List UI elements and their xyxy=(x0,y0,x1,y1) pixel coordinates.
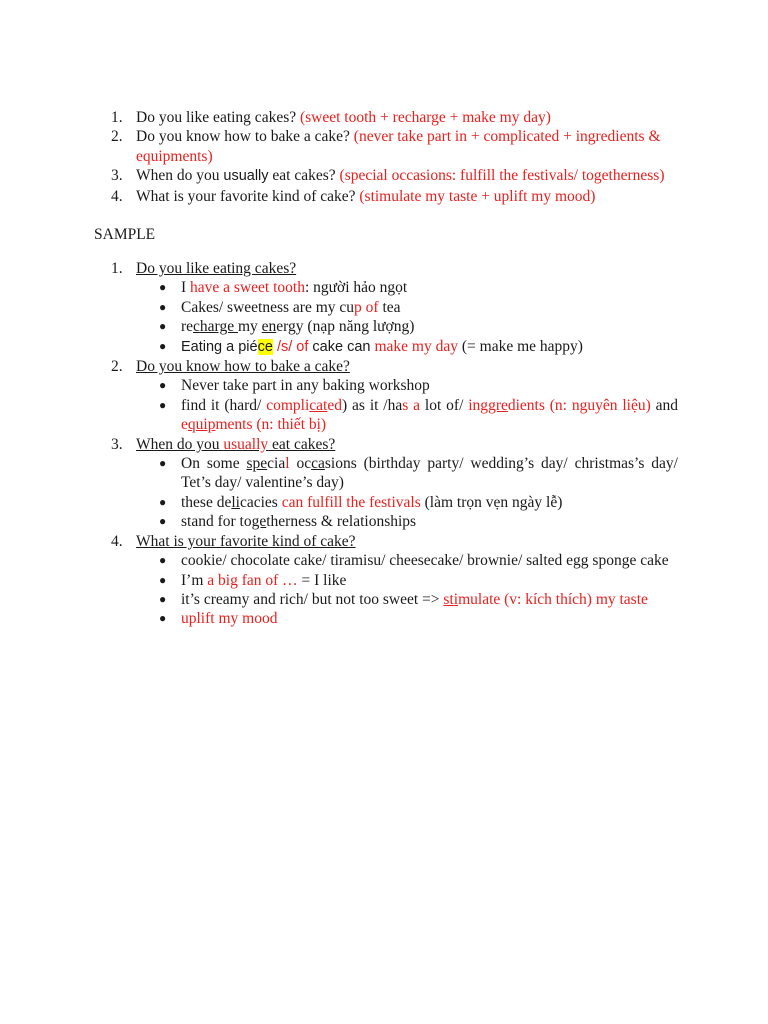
bullet-text: I xyxy=(181,279,191,297)
sample-question-title xyxy=(136,436,335,453)
bullet-text: sions (birthday party/ wedding’s day/ christmas’s day/ Tet’s day/ valentine’s day) xyxy=(181,455,678,492)
bullet-text: and xyxy=(650,396,679,414)
bullet-text-red: l xyxy=(285,455,290,473)
question-hint: (stimulate my taste + uplift my mood) xyxy=(359,187,596,205)
bullet-text-underlined: li xyxy=(231,493,240,511)
list-number: 3. xyxy=(111,167,123,185)
bullet-text-red: can fulfill the festivals xyxy=(281,493,421,511)
question-hint: (never take part in + complicated + ingredients & equipments) xyxy=(136,128,661,165)
bullet-item xyxy=(136,376,678,395)
bullet-text-red: ments (n: thiết bị) xyxy=(215,416,327,434)
bullet-item xyxy=(136,551,678,570)
question-3 xyxy=(108,166,678,186)
sample-heading: SAMPLE xyxy=(94,226,156,243)
bullet-text-underlined: en xyxy=(261,318,277,336)
bullet-text: (= make me happy) xyxy=(458,337,583,355)
bullet-text: these de xyxy=(181,493,232,511)
bullet-text: On some xyxy=(181,455,247,473)
list-number: 3. xyxy=(111,435,123,453)
bullet-text: find it (hard/ xyxy=(181,396,267,414)
bullet-text-underlined: ca xyxy=(311,455,325,473)
bullet-text-red: ed xyxy=(327,396,342,414)
bullet-text: Eating a pié xyxy=(181,338,258,355)
bullet-item xyxy=(136,609,678,628)
bullet-icon: ● xyxy=(159,319,167,334)
list-number: 1. xyxy=(111,260,123,277)
bullet-item xyxy=(136,493,678,512)
question-hint: (special occasions: fulfill the festivals/ togetherness) xyxy=(339,167,665,185)
question-list xyxy=(108,108,678,206)
bullet-text: stand for to xyxy=(181,513,252,531)
bullet-list xyxy=(136,454,678,532)
bullet-list xyxy=(136,376,678,434)
bullet-text: cake can xyxy=(308,338,375,355)
bullet-text: re xyxy=(181,318,194,336)
bullet-icon: ● xyxy=(159,514,167,529)
sample-question-4 xyxy=(108,532,678,629)
bullet-item xyxy=(136,396,678,435)
sample-question-2 xyxy=(108,357,678,435)
question-text: eat cakes? xyxy=(268,167,340,185)
question-text: eat cakes? xyxy=(268,435,336,453)
bullet-text-underlined: spe xyxy=(246,455,268,473)
bullet-icon: ● xyxy=(159,338,167,353)
bullet-item xyxy=(136,512,678,531)
bullet-text: (làm trọn vẹn ngày lễ) xyxy=(420,493,563,511)
bullet-text: cia xyxy=(267,455,286,473)
question-text: When do you xyxy=(136,167,224,185)
bullet-text-red: s a xyxy=(402,396,421,414)
sample-question-title: What is your favorite kind of cake? xyxy=(136,532,356,550)
bullet-icon: ● xyxy=(159,553,167,568)
bullet-text-highlighted: ce xyxy=(257,338,273,355)
sample-question-1 xyxy=(108,259,678,357)
question-text: Do you like eating cakes? xyxy=(136,109,300,126)
bullet-text: lot of/ xyxy=(420,396,469,414)
bullet-item xyxy=(136,317,678,336)
bullet-icon: ● xyxy=(159,280,167,295)
bullet-item xyxy=(136,454,678,493)
bullet-icon: ● xyxy=(159,611,167,626)
question-text: What is your favorite kind of cake? xyxy=(136,187,360,205)
bullet-text-underlined: ge xyxy=(251,513,267,531)
bullet-text-red: /s/ of xyxy=(272,338,309,355)
bullet-icon: ● xyxy=(159,299,167,314)
bullet-text: ) as it /ha xyxy=(342,396,403,414)
bullet-text-red: compli xyxy=(266,396,310,414)
bullet-text: Cakes/ sweetness are my cu xyxy=(181,298,355,316)
bullet-list xyxy=(136,278,678,357)
list-number: 2. xyxy=(111,128,123,146)
bullet-icon: ● xyxy=(159,494,167,509)
bullet-item xyxy=(136,590,678,609)
list-number: 4. xyxy=(111,532,123,550)
bullet-text-red: make my day xyxy=(374,337,458,355)
question-hint: (sweet tooth + recharge + make my day) xyxy=(299,109,551,126)
bullet-text: cacies xyxy=(239,493,282,511)
bullet-text: : người hảo ngọt xyxy=(304,279,408,297)
list-number: 1. xyxy=(111,109,123,126)
bullet-text-red: ing xyxy=(468,396,489,414)
question-text: Do you know how to bake a cake? xyxy=(136,128,354,146)
bullet-item xyxy=(136,298,678,317)
question-1 xyxy=(108,108,678,127)
bullet-text-underlined: charge xyxy=(193,318,238,336)
bullet-text: my xyxy=(237,318,262,336)
bullet-text-red: p of xyxy=(354,298,379,316)
bullet-list xyxy=(136,551,678,629)
bullet-icon: ● xyxy=(159,572,167,587)
question-text-usually: usually xyxy=(223,168,269,185)
bullet-text-red: have a sweet tooth xyxy=(190,279,305,297)
bullet-text-red: e xyxy=(181,416,188,434)
bullet-text-red: uplift my mood xyxy=(181,610,278,628)
bullet-text-red-underlined: gre xyxy=(488,396,508,414)
bullet-text-red-underlined: quip xyxy=(187,416,216,434)
list-number: 4. xyxy=(111,187,123,205)
sample-question-title: Do you like eating cakes? xyxy=(136,260,297,277)
question-text-red: usually xyxy=(223,435,269,453)
bullet-text: therness & relationships xyxy=(266,513,417,531)
bullet-text: = I like xyxy=(297,571,347,589)
bullet-text-red-underlined: sti xyxy=(443,590,459,608)
sample-list xyxy=(108,259,678,629)
list-number: 2. xyxy=(111,358,123,376)
bullet-icon: ● xyxy=(159,378,167,393)
bullet-icon: ● xyxy=(159,591,167,606)
bullet-icon: ● xyxy=(159,456,167,471)
question-4 xyxy=(108,187,678,206)
bullet-item xyxy=(136,337,678,357)
bullet-text-red: dients (n: nguyên liệu) xyxy=(507,396,651,414)
bullet-item xyxy=(136,278,678,297)
bullet-text: I’m xyxy=(181,571,208,589)
question-2 xyxy=(108,127,678,166)
bullet-text-red: a big fan of … xyxy=(207,571,298,589)
sample-question-3 xyxy=(108,435,678,532)
bullet-text: tea xyxy=(378,298,401,316)
question-text: When do you xyxy=(136,435,224,453)
bullet-text: ergy (nạp năng lượng) xyxy=(276,318,415,336)
bullet-text-red: mulate (v: kích thích) my taste xyxy=(458,590,648,608)
sample-question-title: Do you know how to bake a cake? xyxy=(136,358,350,376)
bullet-text: Never take part in any baking workshop xyxy=(181,377,430,395)
bullet-text: it’s creamy and rich/ but not too sweet => xyxy=(181,590,444,608)
bullet-item xyxy=(136,571,678,590)
bullet-icon: ● xyxy=(159,397,167,412)
bullet-text: oc xyxy=(289,455,312,473)
bullet-text-red-underlined: cat xyxy=(309,396,328,414)
bullet-text: cookie/ chocolate cake/ tiramisu/ cheesecake/ brownie/ salted egg sponge cake xyxy=(181,552,669,570)
